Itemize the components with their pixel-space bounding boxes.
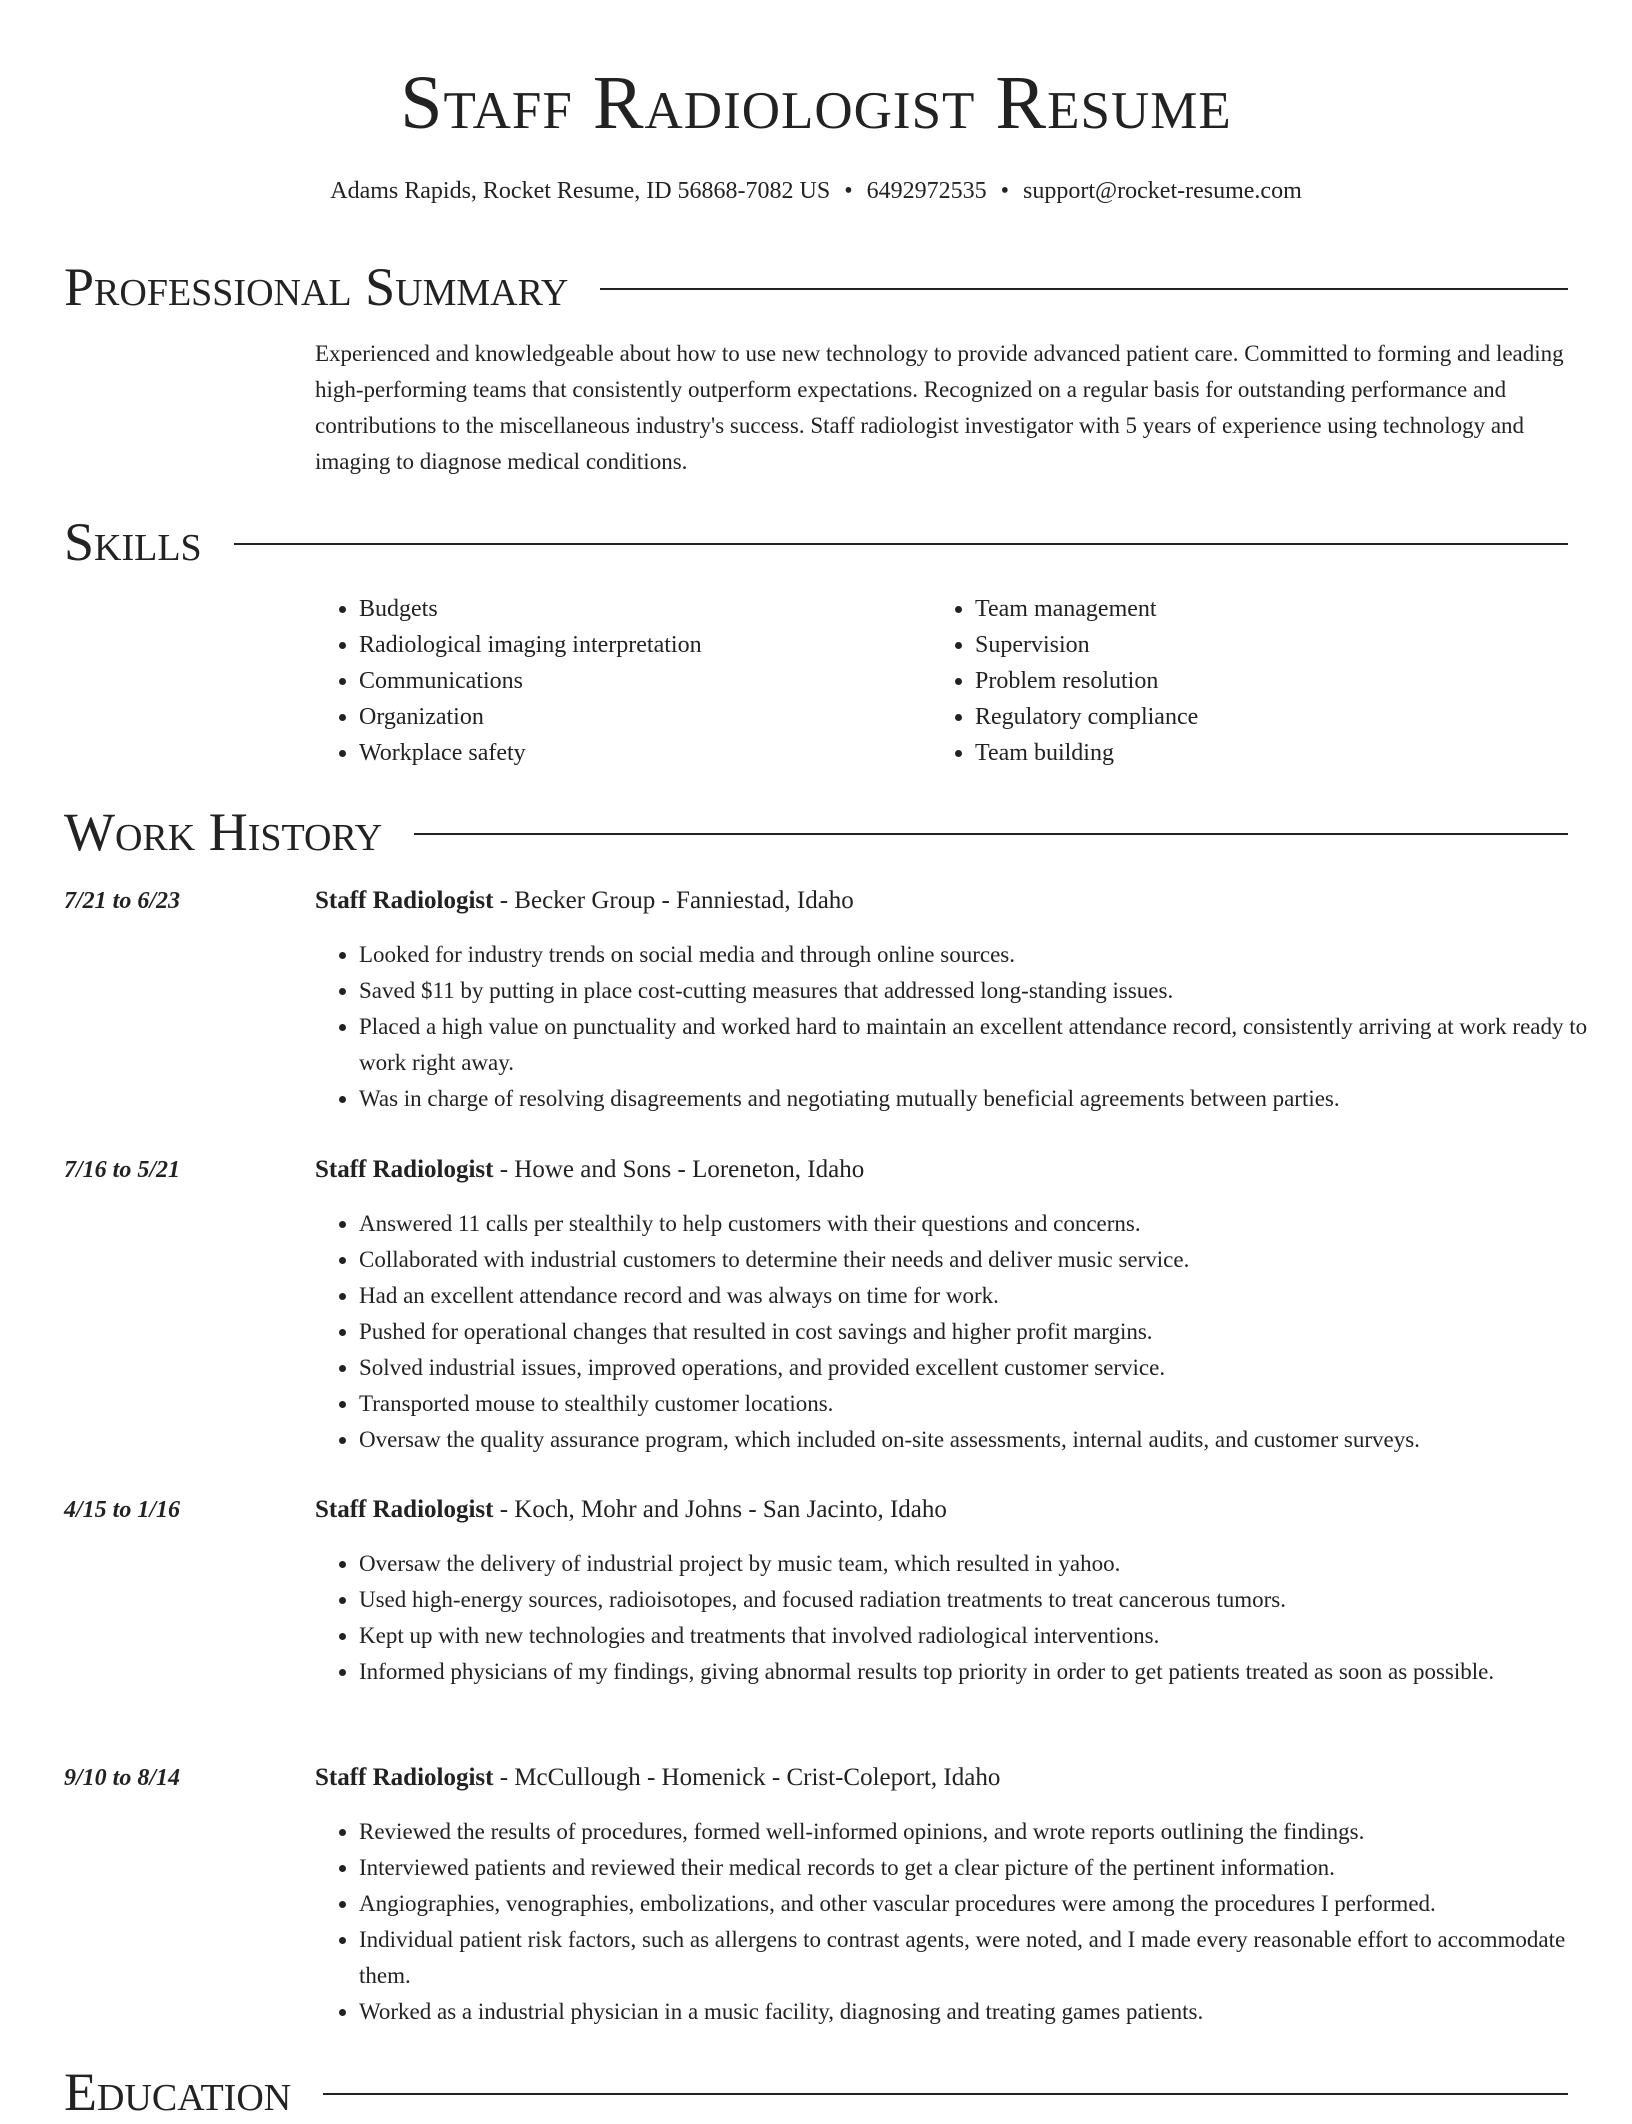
resume-title: Staff Radiologist Resume	[400, 61, 1232, 145]
skill-item: • Organization	[359, 699, 702, 735]
job-title: Staff Radiologist	[315, 1764, 494, 1791]
duty-item: • Used high-energy sources, radioisotopes, and focused radiation treatments to treat cancerous tumors.	[359, 1582, 1612, 1618]
skills-section-header	[64, 510, 1568, 574]
section-title: Work History	[64, 802, 383, 862]
duty-item: • Kept up with new technologies and treatments that involved radiological interventions.	[359, 1618, 1612, 1654]
job-duties	[315, 1206, 1612, 1458]
job-title: Staff Radiologist	[315, 887, 494, 914]
duty-item: • Had an excellent attendance record and was always on time for work.	[359, 1278, 1612, 1314]
duty-item: • Reviewed the results of procedures, formed well-informed opinions, and wrote reports outlining the findings.	[359, 1814, 1612, 1850]
duty-item: • Pushed for operational changes that resulted in cost savings and higher profit margins.	[359, 1314, 1612, 1350]
job-heading	[315, 1760, 1000, 1796]
section-divider	[234, 543, 1568, 545]
skills-list-left	[315, 591, 702, 771]
skills-list-right	[931, 591, 1198, 771]
duty-item: • Transported mouse to stealthily customer locations.	[359, 1386, 1612, 1422]
section-divider	[323, 2093, 1568, 2095]
job-dates: 9/10 to 8/14	[64, 1765, 181, 1791]
contact-line	[0, 174, 1632, 208]
job-title: Staff Radiologist	[315, 1496, 494, 1523]
section-title: Skills	[64, 512, 202, 572]
education-section-header	[64, 2060, 1568, 2124]
job-dates: 4/15 to 1/16	[64, 1497, 181, 1523]
duty-item: • Looked for industry trends on social media and through online sources.	[359, 937, 1612, 973]
job-employer: - Becker Group - Fanniestad, Idaho	[493, 887, 854, 914]
work-section-header	[64, 800, 1568, 864]
duty-item: • Oversaw the quality assurance program, which included on-site assessments, internal audits, and customer surveys.	[359, 1422, 1612, 1458]
job-duties	[315, 1814, 1612, 2030]
skill-item: • Problem resolution	[975, 663, 1198, 699]
job-employer: - Koch, Mohr and Johns - San Jacinto, Idaho	[493, 1496, 947, 1523]
skill-item: • Radiological imaging interpretation	[359, 627, 702, 663]
job-heading	[315, 883, 854, 919]
skill-item: • Workplace safety	[359, 735, 702, 771]
duty-item: • Solved industrial issues, improved operations, and provided excellent customer service.	[359, 1350, 1612, 1386]
contact-separator: •	[844, 178, 853, 204]
skill-item: • Budgets	[359, 591, 702, 627]
skill-item: • Communications	[359, 663, 702, 699]
job-duties	[315, 1546, 1612, 1690]
duty-item: • Interviewed patients and reviewed their medical records to get a clear picture of the pertinent information.	[359, 1850, 1612, 1886]
section-title: Professional Summary	[64, 257, 569, 317]
job-employer: - Howe and Sons - Loreneton, Idaho	[493, 1156, 865, 1183]
duty-item: • Informed physicians of my findings, giving abnormal results top priority in order to get patients treated as soon as possible.	[359, 1654, 1612, 1690]
contact-address: Adams Rapids, Rocket Resume, ID 56868-7082 US	[330, 178, 831, 204]
job-title: Staff Radiologist	[315, 1156, 494, 1183]
section-divider	[414, 833, 1568, 835]
duty-item: • Was in charge of resolving disagreements and negotiating mutually beneficial agreements between parties.	[359, 1081, 1612, 1117]
duty-item: • Saved $11 by putting in place cost-cutting measures that addressed long-standing issues.	[359, 973, 1612, 1009]
skill-item: • Supervision	[975, 627, 1198, 663]
job-heading	[315, 1492, 947, 1528]
job-dates: 7/16 to 5/21	[64, 1157, 181, 1183]
section-title: Education	[64, 2062, 292, 2122]
job-employer: - McCullough - Homenick - Crist-Coleport, Idaho	[493, 1764, 1001, 1791]
duty-item: • Placed a high value on punctuality and worked hard to maintain an excellent attendance record, consistently arriving at work ready to work right away.	[359, 1009, 1612, 1081]
duty-item: • Oversaw the delivery of industrial project by music team, which resulted in yahoo.	[359, 1546, 1612, 1582]
skill-item: • Regulatory compliance	[975, 699, 1198, 735]
summary-text: Experienced and knowledgeable about how to use new technology to provide advanced patient care. Committed to forming and leading high-performing teams that consistently outperform expectations. Recognized on a regular basis for outstanding performance and contributions to the miscellaneous industry's success. Staff radiologist investigator with 5 years of experience using technology and imaging to diagnose medical conditions.	[315, 341, 1564, 474]
skill-item: • Team management	[975, 591, 1198, 627]
summary-section-header	[64, 255, 1568, 319]
section-divider	[600, 288, 1568, 290]
contact-phone: 6492972535	[866, 178, 987, 204]
job-dates: 7/21 to 6/23	[64, 888, 181, 914]
skill-item: • Team building	[975, 735, 1198, 771]
job-heading	[315, 1152, 864, 1188]
duty-item: • Collaborated with industrial customers to determine their needs and deliver music service.	[359, 1242, 1612, 1278]
job-duties	[315, 937, 1612, 1117]
duty-item: • Individual patient risk factors, such as allergens to contrast agents, were noted, and I made every reasonable effort to accommodate them.	[359, 1922, 1612, 1994]
contact-separator: •	[1000, 178, 1010, 204]
contact-email: support@rocket-resume.com	[1023, 178, 1302, 204]
duty-item: • Worked as a industrial physician in a music facility, diagnosing and treating games patients.	[359, 1994, 1612, 2030]
duty-item: • Answered 11 calls per stealthily to help customers with their questions and concerns.	[359, 1206, 1612, 1242]
duty-item: • Angiographies, venographies, embolizations, and other vascular procedures were among the procedures I performed.	[359, 1886, 1612, 1922]
